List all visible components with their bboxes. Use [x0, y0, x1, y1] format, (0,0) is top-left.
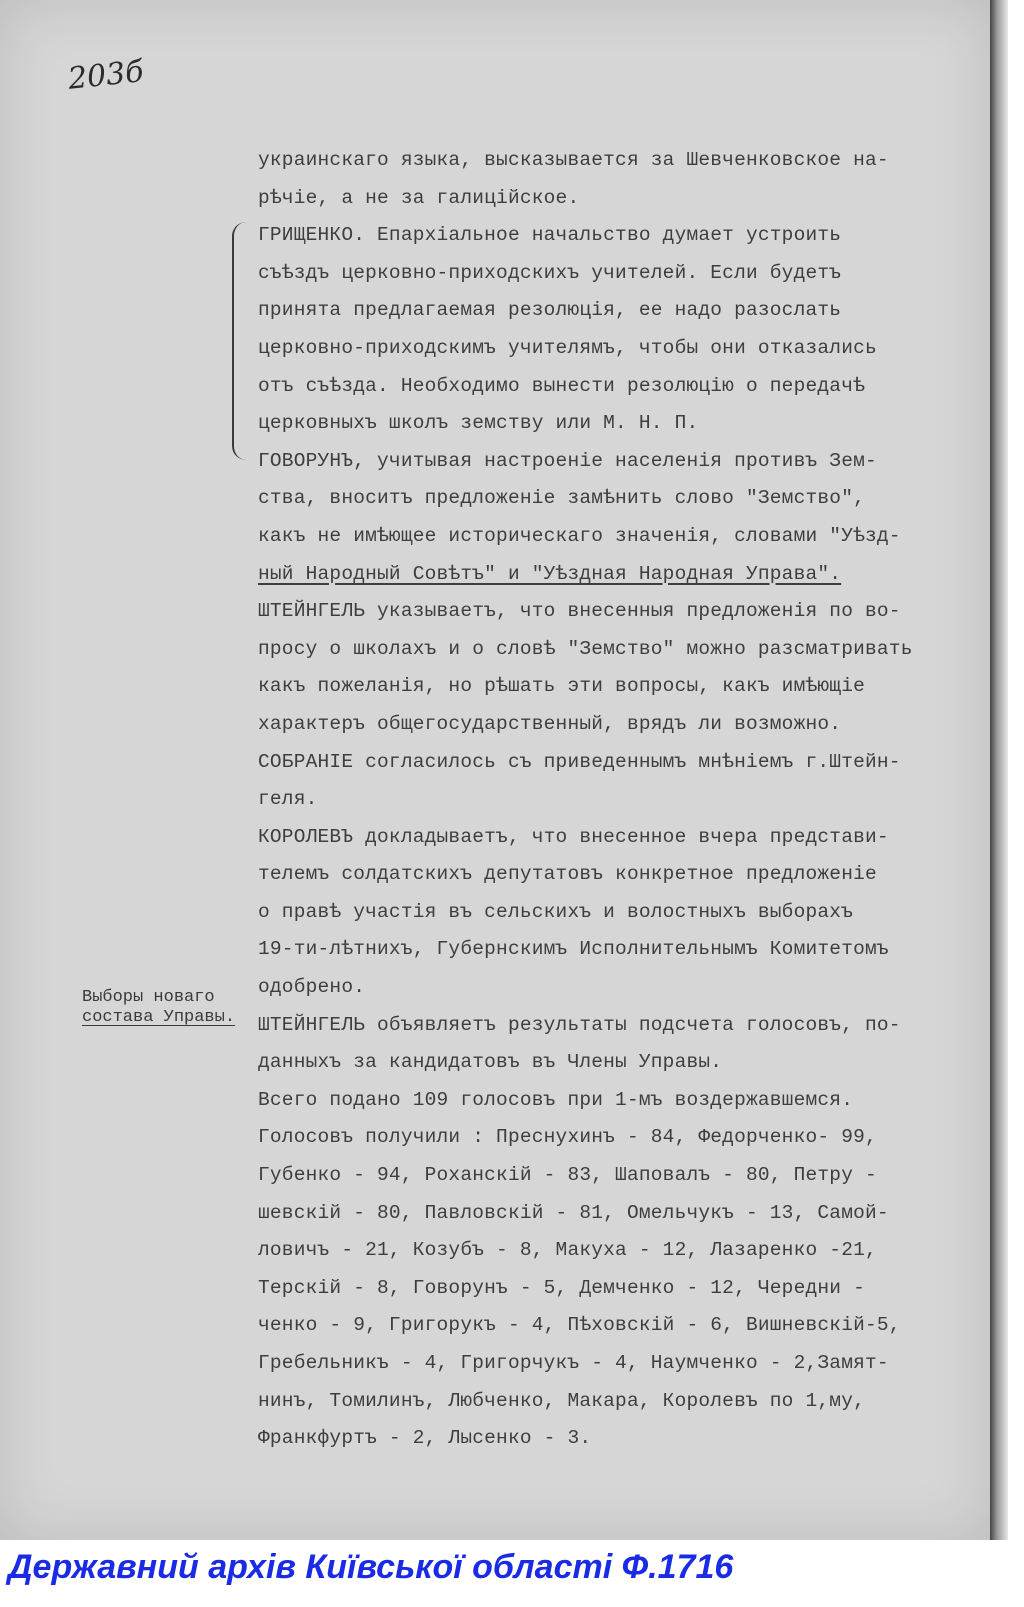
- body-line-7: отъ съѣзда. Необходимо вынести резолюцію о передачѣ: [258, 374, 865, 397]
- body-line-9: ГОВОРУНЪ, учитывая настроеніе населенія противъ Зем-: [258, 449, 877, 472]
- body-line-33: Гребельникъ - 4, Григорчукъ - 4, Наумченко - 2,Замят-: [258, 1352, 889, 1374]
- body-line-19: КОРОЛЕВЪ докладываетъ, что внесенное вчера представи-: [258, 825, 889, 848]
- body-line-32: ченко - 9, Григорукъ - 4, Пѣховскій - 6, Вишневскій-5,: [258, 1314, 901, 1337]
- body-line-15: какъ пожеланія, но рѣшать эти вопросы, какъ имѣющіе: [258, 675, 865, 698]
- body-line-27: Голосовъ получили : Преснухинъ - 84, Федорченко- 99,: [258, 1126, 877, 1149]
- body-line-18: геля.: [258, 788, 318, 811]
- body-line-26: Всего подано 109 голосовъ при 1-мъ воздержавшемся.: [258, 1088, 854, 1111]
- body-line-11: какъ не имѣющее историческаго значенія, словами "Уѣзд-: [258, 524, 901, 547]
- archive-caption: Державний архів Київської області Ф.1716: [8, 1548, 734, 1586]
- body-line-8: церковныхъ школъ земству или М. Н. П.: [258, 412, 699, 435]
- body-line-10: ства, вноситъ предложеніе замѣнить слово "Земство",: [258, 487, 865, 510]
- body-line-20: телемъ солдатскихъ депутатовъ конкретное предложеніе: [258, 863, 877, 886]
- page-edge-shadow: [990, 0, 1008, 1540]
- body-line-30: ловичъ - 21, Козубъ - 8, Макуха - 12, Лазаренко -21,: [258, 1239, 877, 1262]
- handwritten-folio-number: 203б: [66, 54, 146, 97]
- body-line-24: ШТЕЙНГЕЛЬ объявляетъ результаты подсчета голосовъ, по-: [258, 1013, 901, 1036]
- body-line-25: данныхъ за кандидатовъ въ Члены Управы.: [258, 1051, 723, 1074]
- body-line-28: Губенко - 94, Роханскій - 83, Шаповалъ - 80, Петру -: [258, 1164, 877, 1187]
- body-line-17: СОБРАНІЕ согласилось съ приведеннымъ мнѣніемъ г.Штейн-: [258, 750, 901, 773]
- body-line-14: просу о школахъ и о словѣ "Земство" можно разсматривать: [258, 637, 913, 660]
- body-line-22: 19-ти-лѣтнихъ, Губернскимъ Исполнительнымъ Комитетомъ: [258, 938, 889, 961]
- body-line-35: Франкфуртъ - 2, Лысенко - 3.: [258, 1427, 592, 1450]
- body-line-29: шевскій - 80, Павловскій - 81, Омельчукъ - 13, Самой-: [258, 1201, 889, 1224]
- margin-note-line-2: состава Управы.: [82, 1008, 236, 1027]
- body-line-4: съѣздъ церковно-приходскихъ учителей. Если будетъ: [258, 261, 842, 284]
- body-line-16: характеръ общегосударственный, врядъ ли возможно.: [258, 712, 842, 735]
- body-line-13: ШТЕЙНГЕЛЬ указываетъ, что внесенныя предложенія по во-: [258, 600, 901, 623]
- body-line-3: ГРИЩЕНКО. Епархіальное начальство думает устроить: [258, 224, 842, 247]
- typewritten-body: [258, 142, 948, 1458]
- handwritten-margin-bracket: [232, 222, 252, 460]
- body-line-1: украинскаго языка, высказывается за Шевченковское на-: [258, 149, 889, 171]
- body-line-12: ный Народный Совѣтъ" и "Уѣздная Народная Управа".: [258, 562, 842, 585]
- margin-note-line-1: Выборы новаго: [82, 988, 215, 1007]
- body-line-6: церковно-приходскимъ учителямъ, чтобы они отказались: [258, 336, 877, 359]
- body-line-21: о правѣ участія въ сельскихъ и волостныхъ выборахъ: [258, 900, 854, 923]
- body-line-34: нинъ, Томилинъ, Любченко, Макара, Королевъ по 1,му,: [258, 1389, 865, 1412]
- body-line-5: принята предлагаемая резолюція, ее надо разослать: [258, 299, 842, 322]
- body-line-23: одобрено.: [258, 976, 366, 999]
- body-line-2: рѣчіе, а не за галиційское.: [258, 186, 580, 209]
- margin-note: [82, 988, 252, 1028]
- body-line-31: Терскій - 8, Говорунъ - 5, Демченко - 12, Чередни -: [258, 1276, 865, 1299]
